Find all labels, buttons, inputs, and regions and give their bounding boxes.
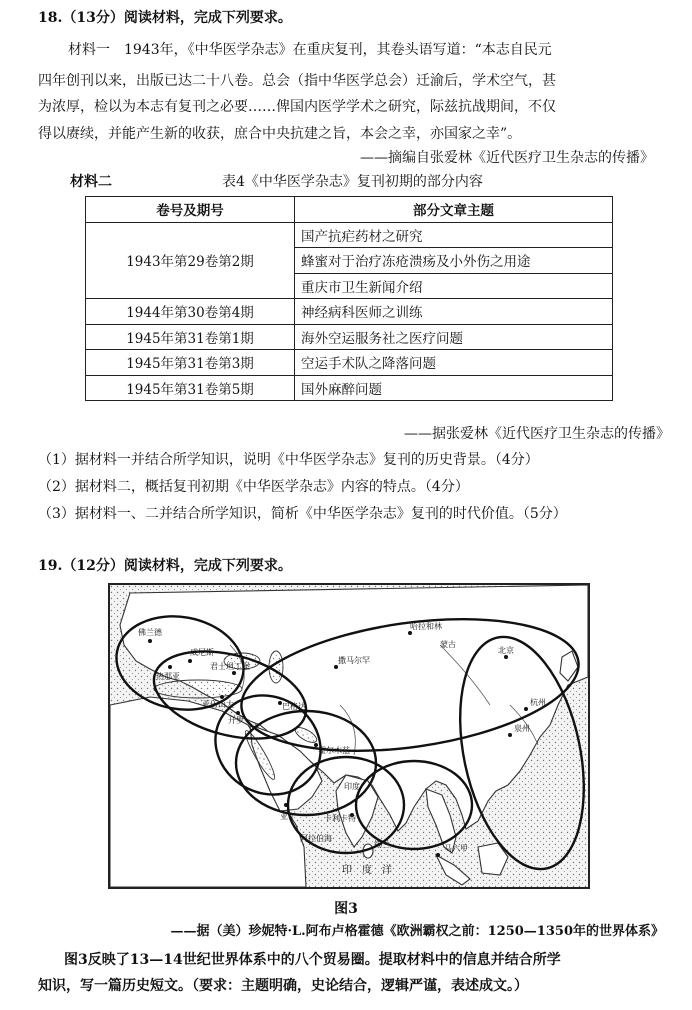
table-row — [86, 299, 613, 325]
city-dot — [188, 659, 192, 663]
material-two-source: ——据张爱林《近代医疗卫生杂志的传播》 — [404, 426, 670, 442]
mediterranean-sea — [154, 680, 242, 698]
map-label-beijing: 北京 — [498, 646, 514, 655]
table-title: 表4《中华医学杂志》复刊初期的部分内容 — [222, 174, 483, 190]
table-row — [86, 324, 613, 350]
city-dot — [220, 695, 224, 699]
material-one-line-2: 四年创刊以来，出版已达二十八卷。总会（指中华医学总会）迁渝后，学术空气，甚 — [38, 73, 556, 89]
q18-header: 18.（13分）阅读材料，完成下列要求。 — [38, 10, 292, 26]
figure-label: 图3 — [334, 901, 358, 917]
material-one-line-3: 为浓厚，检以为本志有复刊之必要……俾国内医学学术之研究，际兹抗战期间，不仅 — [38, 99, 556, 115]
map-label-genoa: 热那亚 — [156, 672, 180, 681]
map-label-samarkand: 撒马尔罕 — [338, 656, 370, 665]
table-row — [86, 222, 613, 248]
journal-contents-table — [85, 196, 613, 401]
material-two-label: 材料二 — [70, 174, 112, 190]
material-one-source: ——摘编自张爱林《近代医疗卫生杂志的传播》 — [360, 150, 654, 166]
map-label-quanzhou: 泉州 — [514, 724, 530, 733]
city-dot — [148, 639, 152, 643]
table-topic-cell: 蜂蜜对于治疗冻疮溃疡及小外伤之用途 — [295, 248, 613, 274]
table-row — [86, 350, 613, 376]
q19-prompt-line-1: 图3反映了13—14世纪世界体系中的八个贸易圈。提取材料中的信息并结合所学 — [64, 952, 561, 968]
map-label-baghdad: 巴格达 — [282, 702, 306, 711]
map-label-hangzhou: 杭州 — [530, 698, 546, 707]
city-dot — [436, 853, 440, 857]
map-label-cairo: 开罗 — [228, 716, 244, 725]
map-label-venice: 威尼斯 — [190, 648, 214, 657]
city-dot — [168, 665, 172, 669]
city-dot — [232, 671, 236, 675]
figure-source: ——据（美）珍妮特·L.阿布卢格霍德《欧洲霸权之前：1250—1350年的世界体系》 — [170, 924, 664, 939]
material-one-line-4: 得以赓续，并能产生新的收获，庶合中央抗建之旨，本会之幸，亦国家之幸”。 — [38, 126, 522, 142]
city-dot — [408, 631, 412, 635]
question-18-1: （1）据材料一并结合所学知识，说明《中华医学杂志》复刊的历史背景。（4分） — [38, 452, 539, 468]
map-label-karakorum: 哈拉和林 — [410, 622, 442, 631]
map-label-indian-ocean: 印 度 洋 — [342, 865, 392, 876]
table-topic-cell: 空运手术队之降落问题 — [295, 350, 613, 376]
table-issue-cell: 1943年第29卷第2期 — [86, 222, 295, 299]
map-label-calicut: 卡利卡特 — [324, 814, 356, 823]
table-header-topics: 部分文章主题 — [295, 197, 613, 223]
city-dot — [284, 803, 288, 807]
city-dot — [236, 711, 240, 715]
table-issue-cell: 1945年第31卷第5期 — [86, 375, 295, 401]
map-label-india: 印度 — [344, 782, 360, 791]
table-issue-cell: 1945年第31卷第1期 — [86, 324, 295, 350]
city-dot — [504, 655, 508, 659]
material-one-line-1: 材料一 1943年，《中华医学杂志》在重庆复刊，其卷头语写道：“本志自民元 — [68, 42, 552, 58]
table-topic-cell: 海外空运服务社之医疗问题 — [295, 324, 613, 350]
table-header-issue: 卷号及期号 — [86, 197, 295, 223]
table-row — [86, 375, 613, 401]
q19-prompt-line-2: 知识，写一篇历史短文。（要求：主题明确，史论结合，逻辑严谨，表述成文。） — [38, 978, 528, 994]
city-dot — [334, 665, 338, 669]
map-label-aden: 亚丁 — [280, 812, 296, 821]
map-label-alexandria: 亚历山大 — [202, 700, 234, 709]
table-topic-cell: 神经病科医师之训练 — [295, 299, 613, 325]
map-label-constantinople: 君士坦丁堡 — [210, 662, 250, 671]
table-topic-cell: 国外麻醉问题 — [295, 375, 613, 401]
q19-header: 19.（12分）阅读材料，完成下列要求。 — [38, 558, 292, 574]
map-label-hormuz: 霍尔木兹 — [318, 746, 350, 755]
table-issue-cell: 1944年第30卷第4期 — [86, 299, 295, 325]
table-header-row — [86, 197, 613, 223]
map-label-flanders: 佛兰德 — [138, 628, 162, 637]
question-18-3: （3）据材料一、二并结合所学知识，简析《中华医学杂志》复刊的时代价值。（5分） — [38, 506, 567, 522]
map-label-mongolia: 蒙古 — [440, 640, 456, 649]
city-dot — [524, 707, 528, 711]
map-label-malacca: 马六甲 — [444, 844, 468, 853]
table-topic-cell: 重庆市卫生新闻介绍 — [295, 273, 613, 299]
map-label-arabian-sea: 阿拉伯海 — [300, 834, 332, 843]
city-dot — [508, 733, 512, 737]
map-label-ceylon: 锡兰 — [374, 840, 390, 849]
trade-circles-map — [108, 583, 590, 889]
table-topic-cell: 国产抗疟药材之研究 — [295, 222, 613, 248]
question-18-2: （2）据材料二，概括复刊初期《中华医学杂志》内容的特点。（4分） — [38, 479, 469, 495]
table-issue-cell: 1945年第31卷第3期 — [86, 350, 295, 376]
